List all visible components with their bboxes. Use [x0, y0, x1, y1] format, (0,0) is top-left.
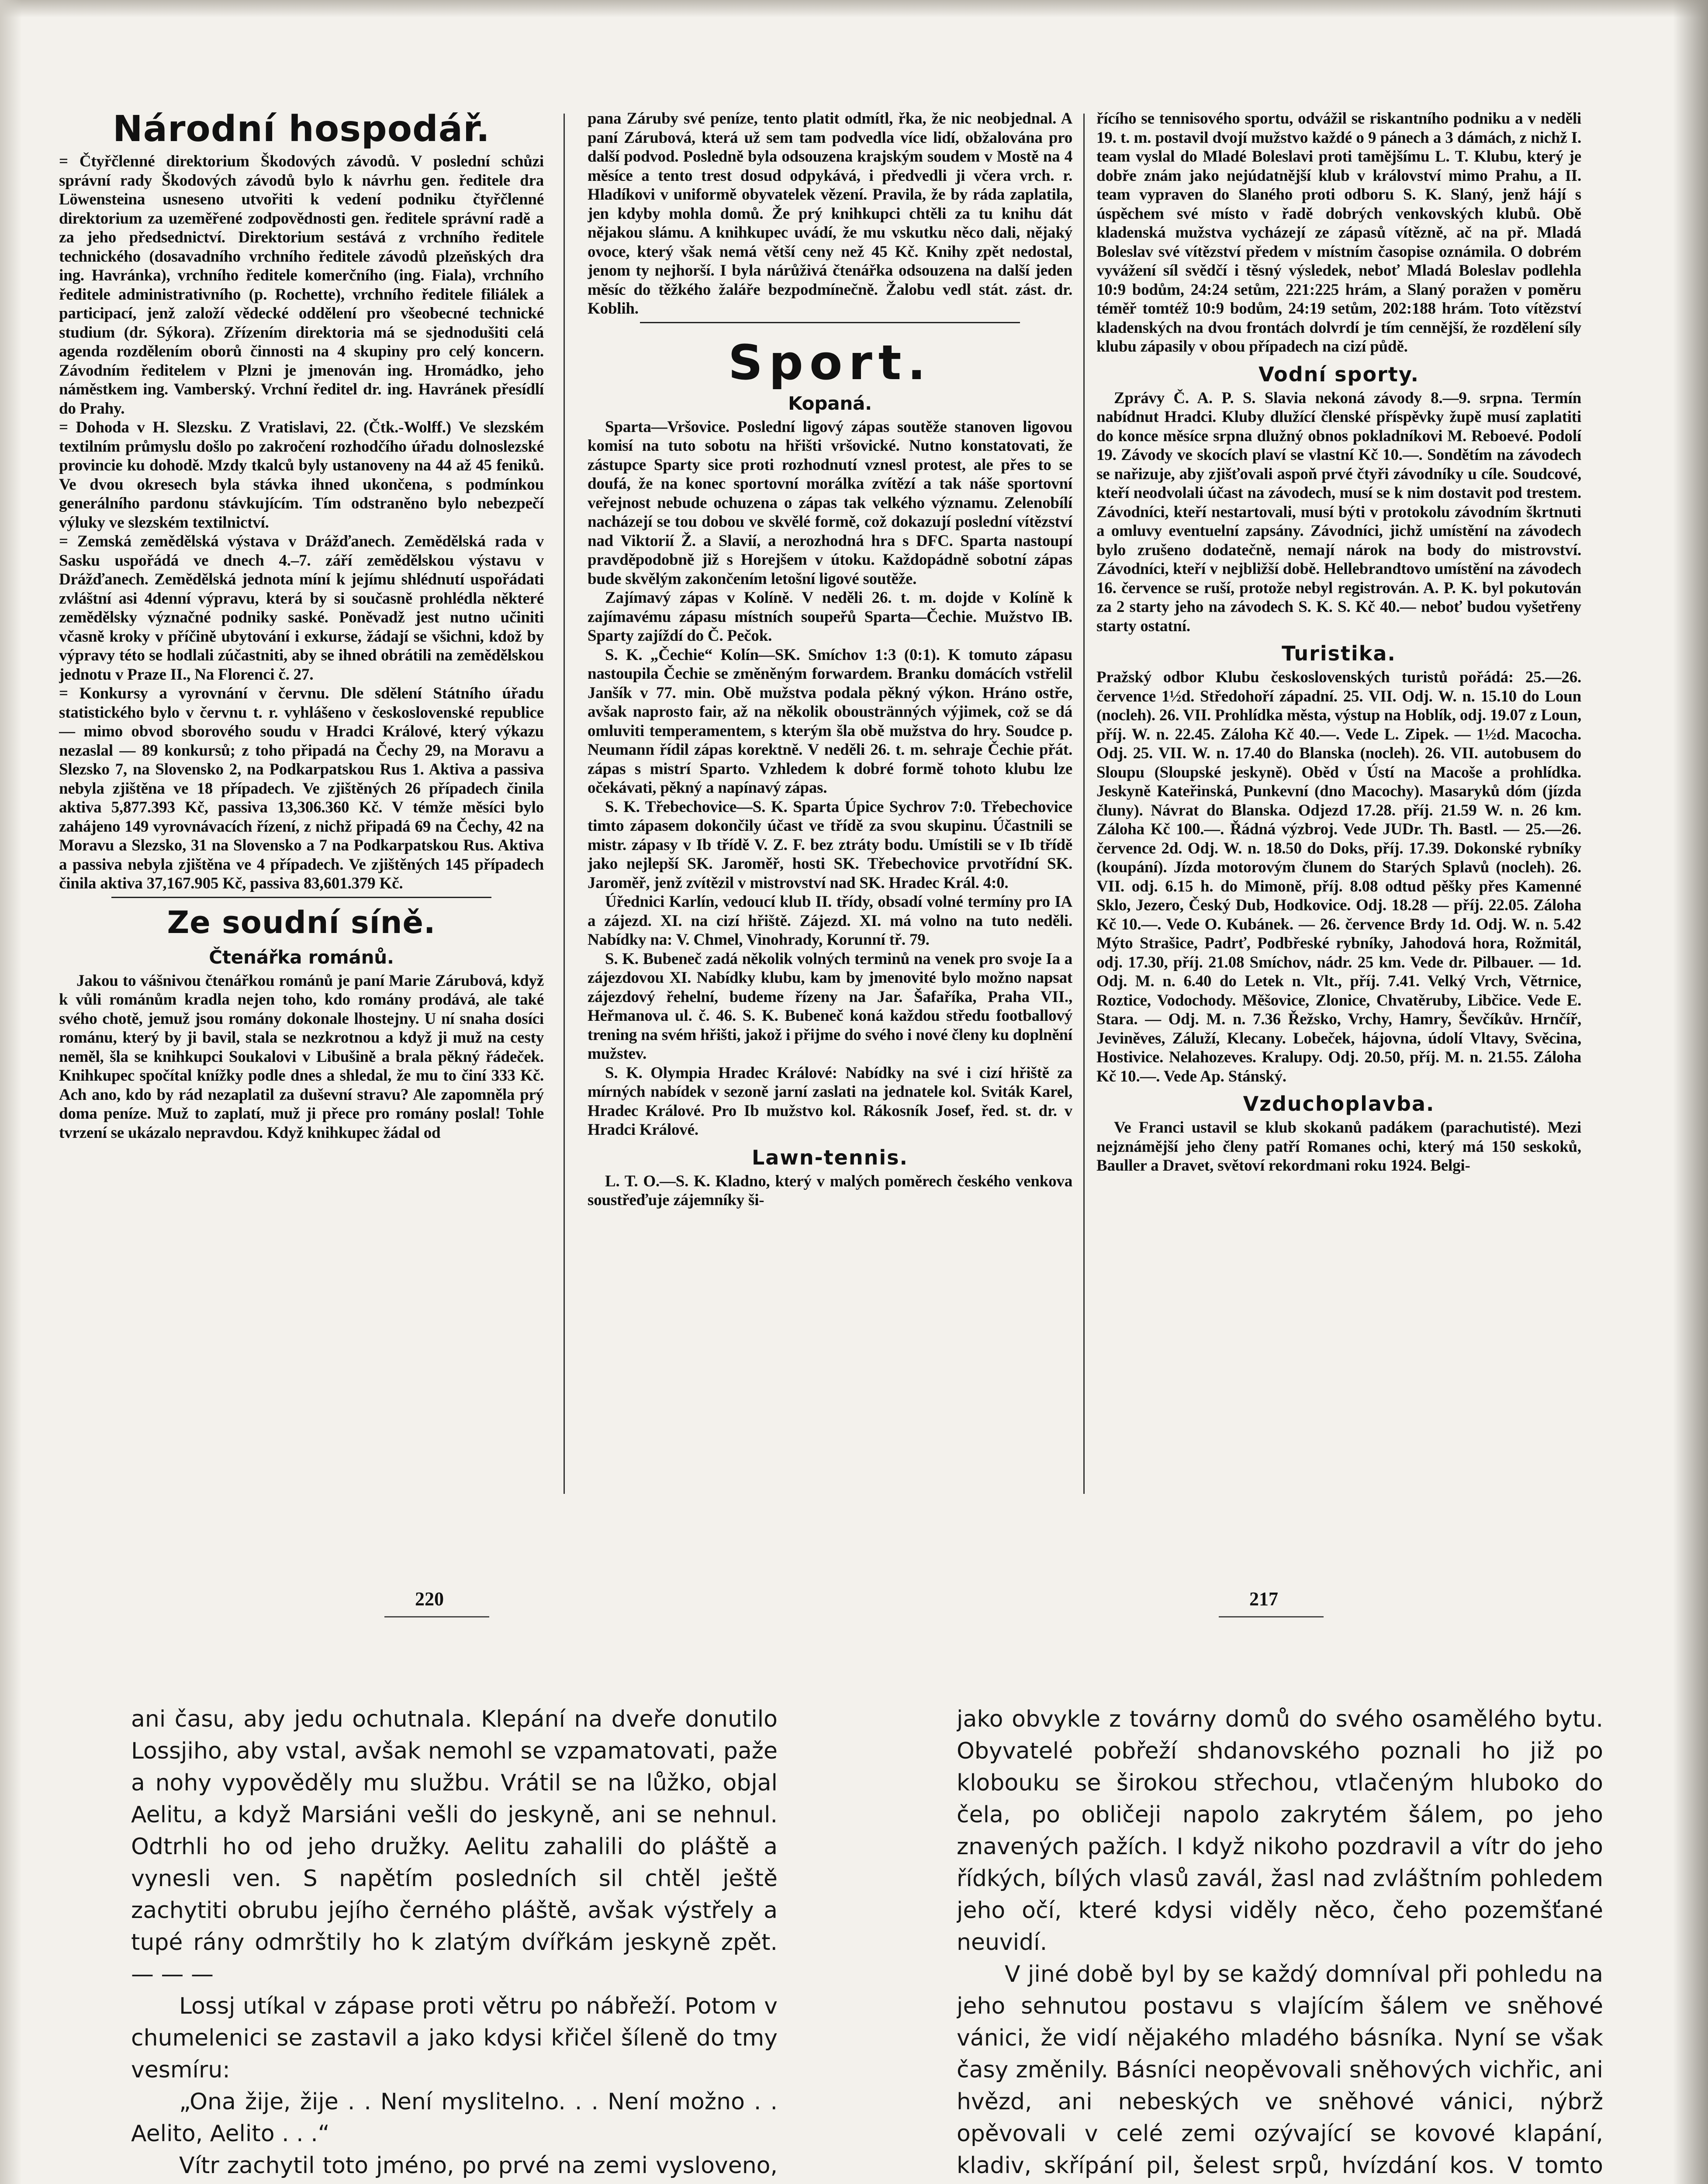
news-item: Sparta—Vršovice. Poslední ligový zápas soutěže stanoven ligovou komisí na tuto sobotu na hřišti vršovické. Nutno konstatovati, že zástupce Sparty sice proti rozhodnutí vznesl protest, ale přes to se doufá, že na konec sportovní morálka zvítězí a tak náše sportovní veřejnost nebude ochuzena o zápas tak velkého významu. Zelenobílí nacházejí se tou dobou ve skvělé formě, což dokazují poslední vítězství nad Viktorií Ž. a Slavií, a nerozhodná hra s DFC. Sparta nastoupí pravděpodobně již s Horejšem v útoku. Každopádně sobotní zápas bude skvělým zakončením letošní ligové soutěže.: [588, 418, 1072, 588]
section-rule: [111, 897, 491, 898]
section-heading-tourism: Turistika.: [1282, 642, 1396, 665]
newspaper-column-1: [59, 109, 544, 1463]
article-text: pana Záruby své peníze, tento platit odmítl, řka, že nic neobjednal. A paní Zárubová, která už sem tam podvedla více lidí, obžalována pro další podvod. Posledně byla odsouzena krajským soudem v Mostě na 4 měsíce a tento trest dosud odpykává, i předvedli ji včera vrch. r. Hladíkovi v uniformě obyvatelek vězení. Pravila, že by ráda zaplatila, jen kdyby mohla domů. Že prý knihkupci chtěli za tu knihu dát nějakou slámu. A knihkupec uvádí, že mu vskutku něco dali, nějaký ovoce, který však nemá větší ceny než 45 Kč. Knihy zpět nedostal, jenom ty nejhorší. I byla nárůživá čtenářka odsouzena na další jeden měsíc do těžkého žaláře bezpodmínečně. Žalobu vedl stát. zást. dr. Koblih.: [588, 110, 1072, 318]
column-divider: [1083, 114, 1085, 1494]
newspaper-column-3: [1096, 109, 1581, 1463]
article-text: řícího se tennisového sportu, odvážil se riskantního podniku a v neděli 19. t. m. postavil dvojí mužstvo každé o 9 pánech a 3 dámách, z nichž I. team vyslal do Mladé Boleslavi proti tamějšímu L. T. Klubu, který je dobře znám jako nejúdatnější klub v království mimo Prahu, a II. team vypraven do Slaného proti odboru S. K. Slaný, jenž hájí s úspěchem své místo v řadě dobrých venkovských klubů. Obě kladenská mužstva vycházejí ze zápasů vítězně, ač na př. Mladá Boleslav své vítězství předem v místním časopise oznámila. O dobrém vyvážení síl svědčí i těsný výsledek, neboť Mladá Boleslav podlehla 10:9 bodům, 24:24 setům, 221:225 hrám, a Slaný poražen v poměru téměř tomtéž 10:9 bodům, 24:19 setům, 202:188 hrám. Toto vítězství kladenských na dvou frontách dolvrdí je tím cennější, že rozdělení síly klubu zápasily v obou případech na cizí půdě.: [1096, 110, 1581, 356]
article-text: Jakou to vášnivou čtenářkou románů je paní Marie Zárubová, když k vůli románům kradla nejen toho, kdo romány prodává, ale také svého chotě, jemuž jsou romány dokonale lhostejny. U ní snaha dosíci románu, který by ji bavil, stala se nezkrotnou a když ji muž na cesty neměl, šla se knihkupci Soukalovi v Libušině a brala pěkný řádeček. Knihkupec spočítal knížky podle dnes a shledal, že mu to činí 333 Kč. Ach ano, kdo by rád nezaplatil za duševní stravu? Ale zapomněla prý doma peníze. Muž to zaplatí, muž ji přece pro romány poslal! Tohle tvrzení se ukázalo nepravdou. Když knihkupec žádal od: [59, 971, 544, 1142]
news-item: = Dohoda v H. Slezsku. Z Vratislavi, 22. (Čtk.-Wolff.) Ve slezském textilním průmyslu došlo po zakročení rozhodčího úřadu dolnoslezské provincie ku dohodě. Mzdy tkalců byly ustanoveny na 44 až 45 feniků. Ve dvou okresech byla stávka ihned ukončena, s podmínkou generálního pardonu stávkujícím. Tím odstraněno bylo nebezpečí výluky ve slezském textilnictví.: [59, 418, 544, 532]
news-item: = Zemská zemědělská výstava v Drážďanech. Zemědělská rada v Sasku uspořádá ve dnech 4.–7. září zemědělskou výstavu v Drážďanech. Zemědělská jednota míní k jejímu shlédnutí uspořádati zvláštní asi 4denní výpravu, která by si současně prohlédla některé zemědělsky význačné podniky saské. Poněvadž jest nutno učiniti včasně kroky v příčině ubytování i exkurse, žádají se všichni, kdož by výpravy této se hodlali zúčastniti, aby se ihned obrátili na zemědělskou jednotu v Praze II., Na Florenci č. 27.: [59, 532, 544, 684]
news-item: = Konkursy a vyrovnání v červnu. Dle sdělení Státního úřadu statistického bylo v červnu t. r. vyhlášeno v československé republice — mimo obvod sborového soudu v Hradci Králové, který výkazu nezaslal — 89 konkursů; z toho připadá na Čechy 29, na Moravu a Slezsko 7, na Slovensko 2, na Podkarpatskou Rus 1. Aktiva a passiva nebyla zjištěna ve 18 případech. Ve zjištěných 26 případech činila aktiva 5,877.393 Kč, passiva 13,306.360 Kč. V témže měsíci bylo zahájeno 149 vyrovnávacích řízení, z nichž připadá 69 na Čechy, 42 na Moravu a Slezsko, 31 na Slovensko a 7 na Podkarpatskou Rus. Aktiva a passiva nebyla zjištěna ve 4 případech. Ve zjištěných 145 případech činila aktiva 37,167.905 Kč, passiva 83,601.379 Kč.: [59, 684, 544, 892]
column-divider: [564, 114, 565, 1494]
page-number-right: 217: [1249, 1588, 1278, 1610]
section-rule: [640, 322, 1020, 323]
section-heading-aviation: Vzduchoplavba.: [1243, 1092, 1435, 1116]
book-column-left: [131, 1704, 778, 2184]
news-item: Úřednici Karlín, vedoucí klub II. třídy, obsadí volné termíny pro IA a zájezd. XI. na cizí hřiště. Zájezd. XI. má volno na tuto neděli. Nabídky na: V. Chmel, Vinohrady, Korunní tř. 79.: [588, 893, 1072, 949]
news-item: Zprávy Č. A. P. S. Slavia nekoná závody 8.—9. srpna. Termín nabídnut Hradci. Kluby dlužící členské příspěvky župě musí zaplatiti do konce měsíce srpna dlužný obnos pokladníkovi M. Reboevé. Podolí 19. Závody ve skocích plaví se vlastní Kč 10.—. Sondětím na závodech se nařizuje, aby zjišťovali aspoň prvé čtyři závodníky u cíle. Soudcové, kteří neodvolali účast na závodech, musí se k nim dostavit pod trestem. Závodníci, kteří nestartovali, musí býti v protokolu závodním škrtnuti a omluvy eventuelní zapsány. Závodníci, jichž umístění na závodech bylo zrušeno dodatečně, nemají nárok na body do mistrovství. Závodníci, kteří v nejbližší době. Hellebrandtovo umístění na závodech 16. července se ruší, protože nebyl registrován. A. P. K. byl pokutován za 2 starty jeho na závodech S. K. S. Kč 40.— neboť budou vyšetřeny starty ostatní.: [1096, 389, 1581, 635]
right-edge-shadow: [1673, 0, 1708, 2184]
news-item: S. K. Bubeneč zadá několik volných terminů na venek pro svoje Ia a zájezdovou XI. Nabídky klubu, kam by jmenovité bylo možno napsat zájezdový řehelní, budeme řízeny na Jar. Šafaříka, Praha VII., Heřmanova ul. č. 46. S. K. Bubeneč koná každou středu footballový trening na svém hřišti, jakož i přijme do svého i nové členy ku doplnění mužstev.: [588, 950, 1072, 1063]
news-item: Zajímavý zápas v Kolíně. V neděli 26. t. m. dojde v Kolíně k zajímavému zápasu místních soupeřů Sparta—Čechie. Mužstvo IB. Sparty zajíždí do Č. Pečok.: [588, 589, 1072, 645]
section-heading-tennis: Lawn-tennis.: [752, 1145, 908, 1169]
book-paragraph: jako obvykle z továrny domů do svého osamělého bytu. Obyvatelé pobřeží shdanovského poznali ho již po klobouku se širokou střechou, vtlačeným hluboko do čela, po obličeji napolo zakrytém šálem, po jeho znavených pažích. I když nikoho pozdravil a vítr do jeho řídkých, bílých vlasů zavál, žasl nad zvláštním pohledem jeho očí, které kdysi viděly něco, čeho pozemšťané neuvidí.: [957, 1706, 1603, 1956]
article-subheading: Kopaná.: [788, 392, 872, 414]
news-item: Ve Franci ustavil se klub skokanů padákem (parachutisté). Mezi nejznámější jeho členy patří Romanes ochi, který má 150 seskoků, Bauller a Dravet, světoví rekordmani roku 1924. Belgi-: [1096, 1119, 1581, 1175]
page-number-rule: [1219, 1616, 1324, 1617]
top-edge-shadow: [0, 0, 1708, 17]
news-item: Pražský odbor Klubu československých turistů pořádá: 25.—26. července 1½d. Středohoří západní. 25. VII. Odj. W. n. 15.10 do Loun (nocleh). 26. VII. Prohlídka města, výstup na Hoblík, odj. 19.07 z Loun, příj. W. n. 22.45. Záloha Kč 40.—. Vede L. Zipek. — 1½d. Macocha. Odj. 25. VII. W. n. 17.40 do Blanska (nocleh). 26. VII. autobusem do Sloupu (Sloupské jeskyně). Oběd v Ústí na Macoše a prohlídka. Jeskyně Kateřinská, Punkevní (dno Macochy). Masaryků dóm (jízda čluny). Návrat do Blanska. Odjezd 17.28. příj. 21.59 W. n. 26 km. Záloha Kč 100.—. Řádná výzbroj. Vede JUDr. Th. Bastl. — 25.—26. července 2d. Odj. W. n. 18.50 do Doks, příj. 17.39. Dokonské rybníky (koupání). Jízda motorovým člunem do Starých Splavů (nocleh). 26. VII. odj. 6.15 h. do Mimoně, příj. 8.08 odtud pěšky přes Kamenné Sklo, Jezero, Český Dub, Hodkovice. Odj. 18.28 — příj. 22.05. Záloha Kč 10.—. Vede O. Kubánek. — 26. července Brdy 1d. Odj. W. n. 5.42 Mýto Strašice, Padrť, Podbřeské rybníky, Jahodová hora, Rožmitál, odj. 17.30, příj. 21.08 Smíchov, nádr. 25 km. Vede dr. Pilbauer. — 1d. Odj. M. n. 6.40 do Letek n. Vlt., příj. 7.41. Velký Vrch, Větrnice, Roztice, Vodochody. Měšovice, Zlonice, Chvatěruby, Libčice. Vede E. Stara. — Odj. M. n. 7.36 Řežsko, Vrchy, Hamry, Ševčíkův. Hrnčíř, Jeviněves, Záluží, Klecany. Lobeček, hájovna, údolí Vltavy, Svěcina, Hostivice. Nelahozeves. Kralupy. Odj. 20.50, příj. M. n. 21.55. Záloha Kč 10.—. Vede Ap. Stánský.: [1096, 668, 1581, 1085]
section-heading-sport: Sport.: [728, 334, 932, 390]
news-item: S. K. Olympia Hradec Králové: Nabídky na své i cizí hřiště za mírných nabídek v sezoně jarní zaslati na jednatele kol. Sviták Karel, Hradec Králové. Pro Ib mužstvo kol. Rákosník Josef, řed. st. dr. v Hradci Králové.: [588, 1064, 1072, 1139]
section-heading-water-sports: Vodní sporty.: [1259, 362, 1419, 386]
article-subheading: Čtenářka románů.: [209, 946, 394, 968]
newspaper-column-2: [588, 109, 1072, 1463]
news-item: S. K. Třebechovice—S. K. Sparta Úpice Sychrov 7:0. Třebechovice timto zápasem dokončily účast ve třídě za svou skupinu. Účastnili se mistr. zápasy v Ib třídě V. Z. F. bez ztráty bodu. Umístili se v Ib třídě jako nejlepší SK. Jaroměř, hosti SK. Třebechovice prvotřídní SK. Jaroměř, jenž zvítězil v mistrovství nad SK. Hradec Král. 4:0.: [588, 798, 1072, 892]
news-item: L. T. O.—S. K. Kladno, který v malých poměrech českého venkova soustřeďuje zájemníky ši-: [588, 1172, 1072, 1209]
book-column-right: [957, 1704, 1603, 2184]
book-paragraph: Vítr zachytil toto jméno, po prvé na zemi vysloveno,: [179, 2153, 778, 2179]
news-item: = Čtyřčlenné direktorium Škodových závodů. V poslední schůzi správní rady Škodových závodů bylo k návrhu gen. ředitele dra Löwensteina usneseno utvořiti k vedení podniku čtyřčlenné direktorium za uzeměřené zodpovědnosti gen. ředitele správní radě a za jeho předsednictví. Direktorium sestává z vrchního ředitele technického (dosavadního vrchního ředitele závodů plzeňských dra ing. Havránka), vrchního ředitele komerčního (ing. Fiala), vrchního ředitele administrativního (p. Rochette), vrchního ředitele filiálek a participací, jenž založí vědecké oddělení pro všeobecné technické studium (dr. Sýkora). Zřízením direktoria má se sjednodušiti celá agenda rozdělením oborů činnosti na 4 skupiny pro celý koncern. Závodním ředitelem v Plzni je jmenován ing. Hromádko, jeho náměstkem ing. Vamberský. Vrchní ředitel dr. ing. Havránek přesídlí do Prahy.: [59, 152, 544, 418]
left-edge-shadow: [0, 0, 22, 2184]
section-heading-economy: Národní hospodář.: [113, 109, 490, 150]
book-paragraph: ani času, aby jedu ochutnala. Klepání na dveře donutilo Lossjiho, aby vstal, avšak nemohl se vzpamatovati, paže a nohy vypověděly mu službu. Vrátil se na lůžko, objal Aelitu, a když Marsiáni vešli do jeskyně, ani se nehnul. Odtrhli ho od jeho družky. Aelitu zahalili do pláště a vynesli ven. S napětím posledních sil chtěl ještě zachytiti obrubu jejího černého pláště, avšak výstřely a tupé rány odmrštily ho k zlatým dvířkám jeskyně zpět. — — —: [131, 1706, 778, 1987]
section-heading-court: Ze soudní síně.: [167, 904, 436, 940]
page-number-rule: [384, 1616, 489, 1617]
book-paragraph: Lossj utíkal v zápase proti větru po nábřeží. Potom v chumelenici se zastavil a jako kdysi křičel šíleně do tmy vesmíru:: [131, 1993, 778, 2083]
page-number-left: 220: [415, 1588, 444, 1610]
book-paragraph: „Ona žije, žije . . Není myslitelno. . . Není možno . . Aelito, Aelito . . .“: [131, 2089, 778, 2147]
news-item: S. K. „Čechie“ Kolín—SK. Smíchov 1:3 (0:1). K tomuto zápasu nastoupila Čechie se změněným forwardem. Branku domácích vstřelil Janšík v 77. min. Obě mužstva podala pěkný výkon. Hráno ostře, avšak naprosto fair, až na několik oboustränných výjimek, což se dá omluviti temperamentem, s kterým šla obě mužstva do hry. Soudce p. Neumann řídil zápas korektně. V neděli 26. t. m. sehraje Čechie přát. zápas s mistrí Sparto. Vzhledem k dobré formě tohoto klubu lze očekávati, pěkný a napínavý zápas.: [588, 646, 1072, 797]
book-paragraph: V jiné době byl by se každý domníval při pohledu na jeho sehnutou postavu s vlajícím šálem ve sněhové vánici, že vidí nějakého mladého básníka. Nyní se však časy změnily. Básníci neopěvovali sněhových vichřic, ani hvězd, ani nebeských ve sněhové vánici, nýbrž opěvovali v celé zemi ozývající se kovové klapání, kladiv, skřípání pil, šelest srpů, hvízdání kos. V tomto: [957, 1961, 1603, 2179]
